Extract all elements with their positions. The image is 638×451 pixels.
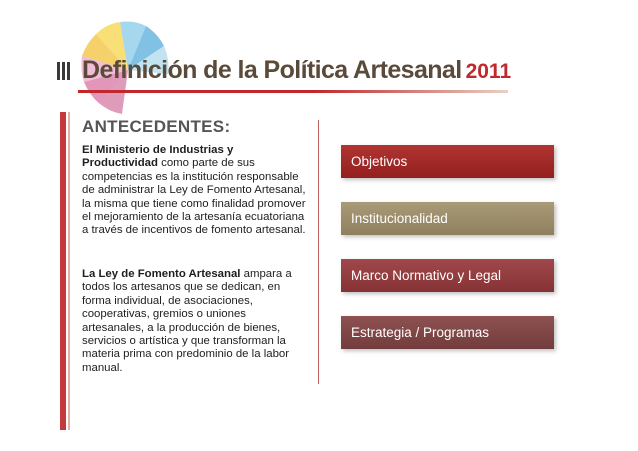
box-marco-normativo[interactable]: Marco Normativo y Legal — [341, 259, 554, 292]
title-bullet-icon — [57, 62, 75, 80]
paragraph-ley-fomento — [82, 268, 308, 375]
paragraph-ley-fomento-text: ampara a todos los artesanos que se dedican, en forma individual, de asociaciones, cooperativas, gremios o uniones artesanales, a la producción de bienes, servicios o artística y que transforman la materia prima con predominio de la labor manual. — [82, 268, 292, 374]
left-accent-bar — [60, 112, 66, 430]
slide-title — [82, 56, 511, 85]
paragraph-ley-fomento-bold: La Ley de Fomento Artesanal — [82, 268, 241, 280]
box-objetivos[interactable]: Objetivos — [341, 145, 554, 178]
title-underline — [78, 90, 508, 93]
paragraph-ministerio-bold: El Ministerio de Industrias y Productividad — [82, 144, 234, 170]
box-estrategia-programas[interactable]: Estrategia / Programas — [341, 316, 554, 349]
left-accent-bar-inner — [68, 112, 70, 430]
paragraph-ministerio-text: como parte de sus competencias es la institución responsable de administrar la Ley de Fomento Artesanal, la misma que tiene como finalidad promover el mejoramiento de la artesanía ecuatoriana a través de incentivos de fomento artesanal. — [82, 157, 306, 237]
box-institucionalidad[interactable]: Institucionalidad — [341, 202, 554, 235]
section-heading: ANTECEDENTES: — [82, 117, 231, 136]
title-year: 2011 — [465, 60, 512, 83]
title-main: Definición de la Política Artesanal — [82, 56, 462, 84]
paragraph-ministerio — [82, 144, 308, 238]
column-divider — [318, 120, 319, 384]
